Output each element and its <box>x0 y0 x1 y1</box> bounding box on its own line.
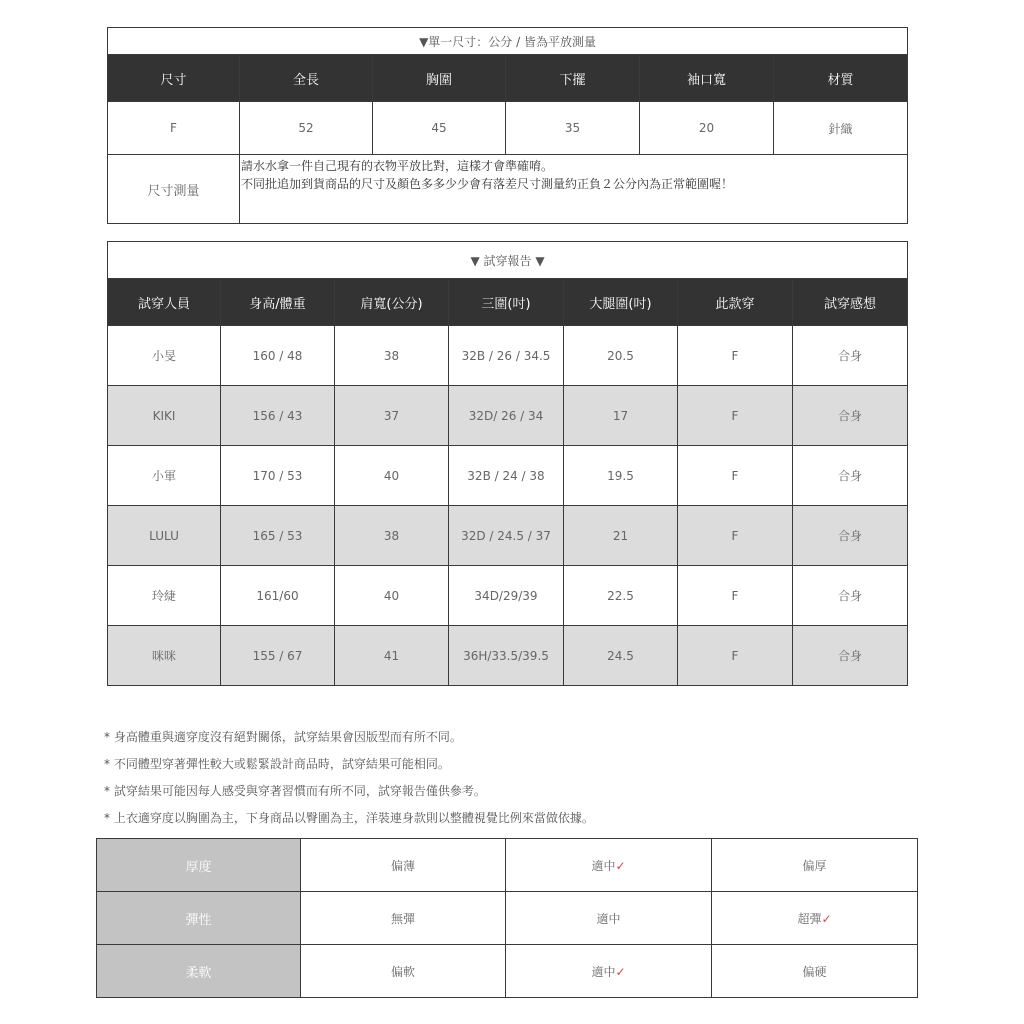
feel-option: 超彈✓ <box>712 892 918 945</box>
note-item: * 上衣適穿度以胸圍為主，下身商品以臀圍為主，洋裝連身款則以整體視覺比例來當做依據。 <box>104 811 594 825</box>
table-row <box>108 506 908 566</box>
feel-option: 偏軟 <box>301 945 506 998</box>
size-table-caption: ▼單一尺寸：公分 / 皆為平放測量 <box>108 28 908 55</box>
size-value-chest: 45 <box>373 102 506 155</box>
three-measurements: 32B / 26 / 34.5 <box>449 326 564 386</box>
height-weight: 165 / 53 <box>221 506 335 566</box>
fit-feedback: 合身 <box>793 566 908 626</box>
fit-header-feedback: 試穿感想 <box>793 279 908 326</box>
fit-report-table <box>107 241 908 686</box>
size-header-chest: 胸圍 <box>373 55 506 102</box>
check-icon: ✓ <box>821 911 832 926</box>
feel-row-thickness <box>97 839 918 892</box>
feel-row-elasticity <box>97 892 918 945</box>
table-row <box>108 626 908 686</box>
shoulder-width: 38 <box>335 506 449 566</box>
feel-option: 無彈 <box>301 892 506 945</box>
feel-option: 偏薄 <box>301 839 506 892</box>
three-measurements: 32D/ 26 / 34 <box>449 386 564 446</box>
tester-name: 玲緁 <box>108 566 221 626</box>
fit-header-size-worn: 此款穿 <box>678 279 793 326</box>
fit-feedback: 合身 <box>793 506 908 566</box>
size-worn: F <box>678 566 793 626</box>
size-header-size: 尺寸 <box>108 55 240 102</box>
fit-header-height-weight: 身高/體重 <box>221 279 335 326</box>
feel-label: 厚度 <box>97 839 301 892</box>
tester-name: 咪咪 <box>108 626 221 686</box>
three-measurements: 32D / 24.5 / 37 <box>449 506 564 566</box>
thigh: 22.5 <box>564 566 678 626</box>
thigh: 19.5 <box>564 446 678 506</box>
shoulder-width: 38 <box>335 326 449 386</box>
size-header-material: 材質 <box>774 55 908 102</box>
feel-label: 柔軟 <box>97 945 301 998</box>
table-row <box>108 326 908 386</box>
feel-label: 彈性 <box>97 892 301 945</box>
shoulder-width: 40 <box>335 566 449 626</box>
height-weight: 160 / 48 <box>221 326 335 386</box>
note-item: * 不同體型穿著彈性較大或鬆緊設計商品時，試穿結果可能相同。 <box>104 757 450 771</box>
size-worn: F <box>678 386 793 446</box>
fit-feedback: 合身 <box>793 446 908 506</box>
shoulder-width: 37 <box>335 386 449 446</box>
size-worn: F <box>678 626 793 686</box>
fit-feedback: 合身 <box>793 386 908 446</box>
check-icon: ✓ <box>615 858 626 873</box>
shoulder-width: 41 <box>335 626 449 686</box>
note-item: * 身高體重與適穿度沒有絕對關係，試穿結果會因版型而有所不同。 <box>104 730 462 744</box>
three-measurements: 34D/29/39 <box>449 566 564 626</box>
measure-note-line-1: 請水水拿一件自己現有的衣物平放比對，這樣才會準確唷。 <box>241 159 554 173</box>
thigh: 21 <box>564 506 678 566</box>
tester-name: KIKI <box>108 386 221 446</box>
feel-option: 偏硬 <box>712 945 918 998</box>
size-worn: F <box>678 506 793 566</box>
feel-option: 適中✓ <box>506 945 712 998</box>
height-weight: 155 / 67 <box>221 626 335 686</box>
fit-feedback: 合身 <box>793 326 908 386</box>
feel-option: 適中 <box>506 892 712 945</box>
thigh: 20.5 <box>564 326 678 386</box>
shoulder-width: 40 <box>335 446 449 506</box>
height-weight: 156 / 43 <box>221 386 335 446</box>
size-header-length: 全長 <box>240 55 373 102</box>
check-icon: ✓ <box>615 964 626 979</box>
table-row <box>108 386 908 446</box>
fit-header-shoulder: 肩寬(公分) <box>335 279 449 326</box>
fit-feedback: 合身 <box>793 626 908 686</box>
note-item: * 試穿結果可能因每人感受與穿著習慣而有所不同，試穿報告僅供參考。 <box>104 784 486 798</box>
fit-header-measurements: 三圍(吋) <box>449 279 564 326</box>
fit-report-caption: ▼ 試穿報告 ▼ <box>108 242 908 279</box>
size-value-material: 針織 <box>774 102 908 155</box>
feel-option: 適中✓ <box>506 839 712 892</box>
size-value-cuff: 20 <box>640 102 774 155</box>
tester-name: LULU <box>108 506 221 566</box>
fit-header-tester: 試穿人員 <box>108 279 221 326</box>
tester-name: 小旻 <box>108 326 221 386</box>
size-table <box>107 27 908 224</box>
height-weight: 170 / 53 <box>221 446 335 506</box>
three-measurements: 32B / 24 / 38 <box>449 446 564 506</box>
size-value-size: F <box>108 102 240 155</box>
thigh: 17 <box>564 386 678 446</box>
feel-row-softness <box>97 945 918 998</box>
measure-label: 尺寸測量 <box>108 155 240 224</box>
size-worn: F <box>678 326 793 386</box>
fit-notes <box>104 727 924 835</box>
fabric-feel-table <box>96 838 918 998</box>
tester-name: 小軍 <box>108 446 221 506</box>
size-value-hem: 35 <box>506 102 640 155</box>
measure-note-line-2: 不同批追加到貨商品的尺寸及顏色多多少少會有落差尺寸測量約正負２公分內為正常範圍喔！ <box>241 177 734 191</box>
measure-note <box>240 155 908 224</box>
table-row <box>108 446 908 506</box>
fit-header-thigh: 大腿圍(吋) <box>564 279 678 326</box>
table-row <box>108 566 908 626</box>
size-worn: F <box>678 446 793 506</box>
thigh: 24.5 <box>564 626 678 686</box>
size-value-length: 52 <box>240 102 373 155</box>
three-measurements: 36H/33.5/39.5 <box>449 626 564 686</box>
height-weight: 161/60 <box>221 566 335 626</box>
size-header-hem: 下擺 <box>506 55 640 102</box>
size-header-cuff: 袖口寬 <box>640 55 774 102</box>
feel-option: 偏厚 <box>712 839 918 892</box>
